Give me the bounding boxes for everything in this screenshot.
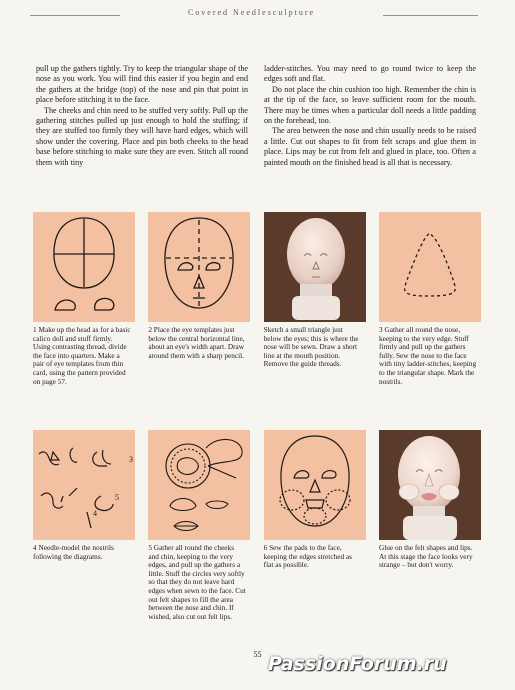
step-2 <box>148 212 250 386</box>
paragraph: pull up the gathers tightly. Try to keep the triangular shape of the nose as you work. You will find this easier if you begin and end the gathers at the bridge (top) of the nose and pin that point in place before stitching it to the face. <box>36 64 248 105</box>
step-4 <box>33 430 135 621</box>
step-6b-caption: Glue on the felt shapes and lips. At this stage the face looks very strange – but don't worry. <box>378 543 473 570</box>
step-5-illustration <box>148 430 250 540</box>
step-2-illustration <box>148 212 250 322</box>
paragraph: The area between the nose and chin usually needs to be raised a little. Cut out shapes to fit from felt scraps and glue them in place. Lips may be cut from felt and glued in place, too. Often a painted mouth on the finished head is all that is necessary. <box>264 126 476 167</box>
header-rule-left <box>30 15 120 16</box>
svg-text:3: 3 <box>129 455 133 464</box>
step-2-caption: 2 Place the eye templates just below the central horizontal line, about an eye's width apart. Draw around them with a sharp pencil. <box>148 325 245 360</box>
watermark: PassionForum.ru <box>268 653 447 675</box>
header-rule-right <box>383 15 478 16</box>
step-6-illustration <box>264 430 366 540</box>
steps-row-1 <box>33 212 481 386</box>
step-6-caption: 6 Sew the pads to the face, keeping the edges stretched as flat as possible. <box>263 543 352 570</box>
step-4-illustration <box>33 430 135 540</box>
step-1-caption: 1 Make up the head as for a basic calico doll and stuff firmly. Using contrasting thread, divide the face into quarters. Make a pair of eye templates from thin card, using the pattern provided on page 57. <box>33 325 131 386</box>
step-3 <box>379 212 481 386</box>
svg-text:4: 4 <box>93 509 97 518</box>
steps-row-2 <box>33 430 481 621</box>
paragraph: ladder-stitches. You may need to go round twice to keep the edges soft and flat. <box>264 64 476 84</box>
step-4-caption: 4 Needle-model the nostrils following the diagrams. <box>33 543 114 561</box>
step-2b-caption: Sketch a small triangle just below the eyes; this is where the nose will be sewn. Draw a short line at the mouth position. Remove the guide threads. <box>263 325 359 369</box>
paragraph: Do not place the chin cushion too high. Remember the chin is at the tip of the face, so leave sufficient room for the mouth. There may be times when a particular doll needs a little padding on the forehead, too. <box>264 84 476 126</box>
body-column-right <box>264 64 476 168</box>
step-6b <box>379 430 481 621</box>
body-text <box>36 64 476 168</box>
step-6 <box>264 430 366 621</box>
step-2b <box>264 212 366 386</box>
svg-text:5: 5 <box>115 493 119 502</box>
step-1 <box>33 212 135 386</box>
body-column-left <box>36 64 248 168</box>
page-number: 55 <box>253 650 262 659</box>
step-1-illustration <box>33 212 135 322</box>
step-3-caption: 3 Gather all round the nose, keeping to the very edge. Stuff firmly and pull up the gathers fully. Sew the nose to the face with tiny ladder-stitches, keeping to the triangular shape. Mark the nostrils. <box>378 325 477 386</box>
step-2b-photo <box>264 212 366 322</box>
step-5 <box>148 430 250 621</box>
running-header <box>0 0 515 26</box>
header-title: Covered Needlesculpture <box>187 8 316 17</box>
paragraph: The cheeks and chin need to be stuffed very softly. Pull up the gathering stitches pulled up just enough to hold the stuffing; if they are stuffed too firmly they will have hard edges, which will show under the covering. Place and pin both cheeks to the head base before stitching to make sure they are even. Stitch all round them with tiny <box>36 105 248 167</box>
step-6b-photo <box>379 430 481 540</box>
step-3-illustration <box>379 212 481 322</box>
step-5-caption: 5 Gather all round the cheeks and chin, keeping to the very edges, and pull up the gathers a little. Stuff the circles very softly so that they do not leave hard edges when sewn to the face. Cut out felt shapes to fill the area between the nose and chin. If wished, also cut out felt lips. <box>148 543 246 621</box>
